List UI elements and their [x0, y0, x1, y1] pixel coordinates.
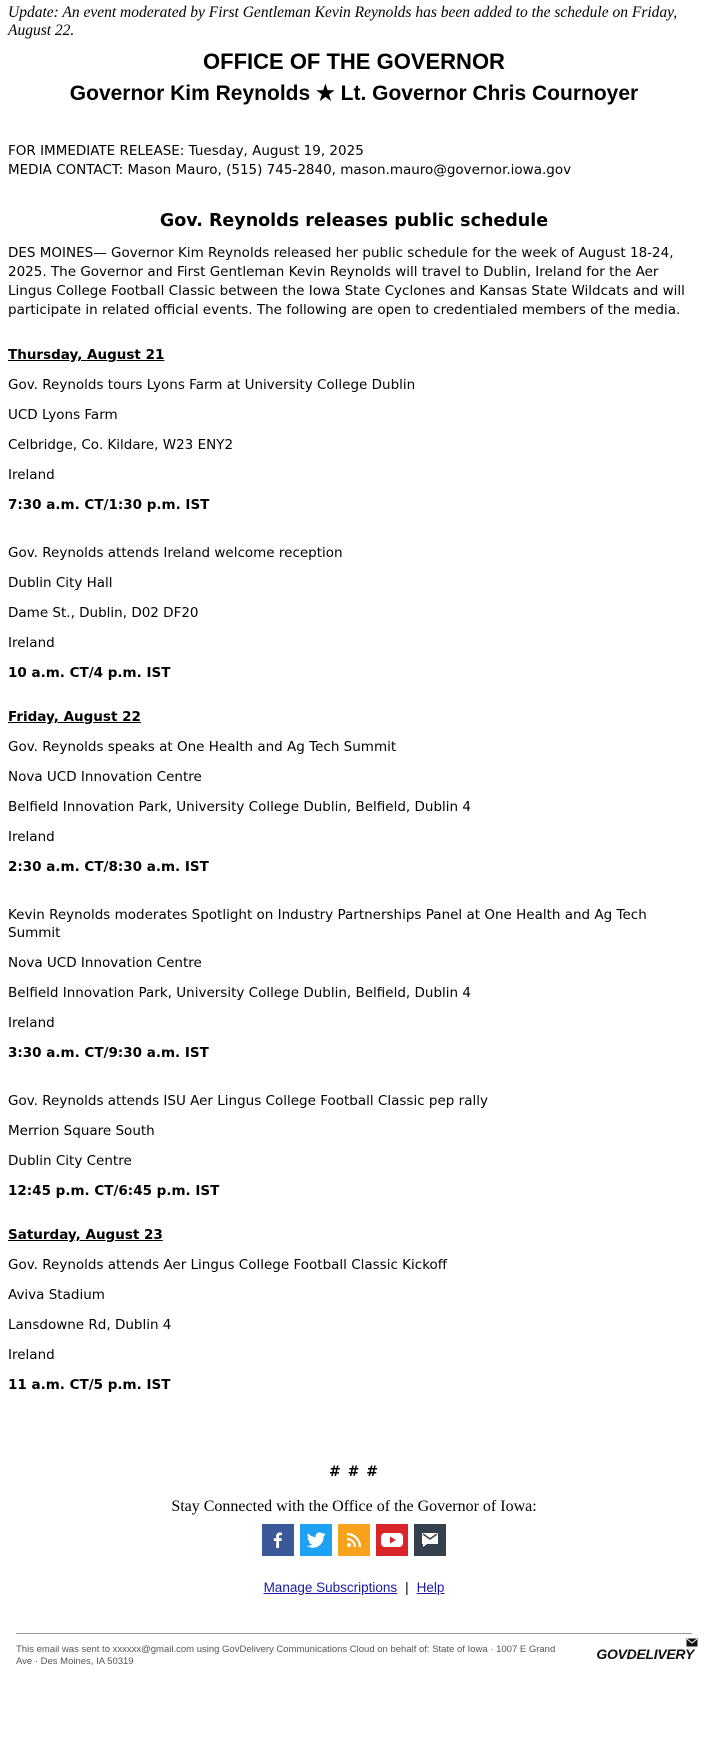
youtube-link[interactable]	[376, 1524, 408, 1556]
event-detail: Aviva Stadium	[8, 1287, 105, 1303]
footer	[8, 1644, 700, 1694]
event-detail: Dame St., Dublin, D02 DF20	[8, 605, 199, 621]
event-detail: Belfield Innovation Park, University College Dublin, Belfield, Dublin 4	[8, 799, 471, 815]
event-time: 3:30 a.m. CT/9:30 a.m. IST	[8, 1045, 209, 1061]
email-body	[8, 0, 700, 1694]
event-time: 12:45 p.m. CT/6:45 p.m. IST	[8, 1183, 220, 1199]
schedule-event	[8, 1256, 700, 1394]
footer-text: This email was sent to xxxxxx@gmail.com using GovDelivery Communications Cloud on behalf of: State of Iowa · 1007 E Grand Ave · Des Moines, IA 50319	[16, 1644, 556, 1667]
governors-line: Governor Kim Reynolds ★ Lt. Governor Chris Cournoyer	[69, 82, 639, 105]
schedule-day	[8, 346, 700, 682]
event-detail: UCD Lyons Farm	[8, 407, 118, 423]
event-detail: Lansdowne Rd, Dublin 4	[8, 1317, 172, 1333]
facebook-link[interactable]	[262, 1524, 294, 1556]
event-title: Gov. Reynolds tours Lyons Farm at University College Dublin	[8, 377, 416, 393]
twitter-link[interactable]	[300, 1524, 332, 1556]
manage-subscriptions-link[interactable]: Manage Subscriptions	[263, 1580, 398, 1595]
event-title: Kevin Reynolds moderates Spotlight on Industry Partnerships Panel at One Health and Ag Tech Summit	[8, 907, 647, 941]
rss-link[interactable]	[338, 1524, 370, 1556]
event-detail: Ireland	[8, 1347, 55, 1363]
event-time: 11 a.m. CT/5 p.m. IST	[8, 1377, 171, 1393]
email-icon	[419, 1530, 441, 1550]
release-meta	[8, 142, 700, 180]
event-detail: Nova UCD Innovation Centre	[8, 769, 202, 785]
schedule-event	[8, 1092, 700, 1200]
event-title: Gov. Reynolds attends Ireland welcome reception	[8, 545, 343, 561]
schedule-day	[8, 708, 700, 1200]
schedule-event	[8, 376, 700, 514]
event-detail: Ireland	[8, 1015, 55, 1031]
footer-divider	[16, 1633, 692, 1634]
email-link[interactable]	[414, 1524, 446, 1556]
event-detail: Ireland	[8, 829, 55, 845]
release-date: FOR IMMEDIATE RELEASE: Tuesday, August 19, 2025	[8, 143, 364, 159]
update-note: Update: An event moderated by First Gentleman Kevin Reynolds has been added to the schedule on Friday, August 22.	[8, 4, 678, 39]
event-detail: Dublin City Hall	[8, 575, 113, 591]
event-title: Gov. Reynolds speaks at One Health and Ag Tech Summit	[8, 739, 397, 755]
help-link[interactable]: Help	[416, 1580, 445, 1595]
govdelivery-logo	[596, 1646, 694, 1662]
media-contact: MEDIA CONTACT: Mason Mauro, (515) 745-2840, mason.mauro@governor.iowa.gov	[8, 162, 572, 178]
headline: Gov. Reynolds releases public schedule	[159, 211, 549, 231]
facebook-icon	[268, 1530, 288, 1550]
youtube-icon	[380, 1531, 404, 1549]
office-title: OFFICE OF THE GOVERNOR	[203, 49, 505, 74]
event-title: Gov. Reynolds attends Aer Lingus College Football Classic Kickoff	[8, 1257, 448, 1273]
rss-icon	[344, 1530, 364, 1550]
event-detail: Celbridge, Co. Kildare, W23 ENY2	[8, 437, 234, 453]
end-mark: # # #	[329, 1464, 379, 1480]
social-links	[8, 1524, 700, 1556]
schedule-day	[8, 1226, 700, 1394]
envelope-icon	[686, 1638, 698, 1648]
event-time: 2:30 a.m. CT/8:30 a.m. IST	[8, 859, 209, 875]
schedule-event	[8, 738, 700, 876]
schedule-event	[8, 906, 700, 1062]
day-title: Saturday, August 23	[8, 1227, 163, 1243]
event-detail: Merrion Square South	[8, 1123, 155, 1139]
event-time: 7:30 a.m. CT/1:30 p.m. IST	[8, 497, 210, 513]
day-title: Friday, August 22	[8, 709, 141, 725]
event-detail: Ireland	[8, 467, 55, 483]
event-detail: Nova UCD Innovation Centre	[8, 955, 202, 971]
event-title: Gov. Reynolds attends ISU Aer Lingus College Football Classic pep rally	[8, 1093, 488, 1109]
stay-connected: Stay Connected with the Office of the Governor of Iowa:	[171, 1498, 537, 1515]
event-detail: Dublin City Centre	[8, 1153, 132, 1169]
link-separator: |	[405, 1580, 409, 1595]
event-detail: Ireland	[8, 635, 55, 651]
event-detail: Belfield Innovation Park, University College Dublin, Belfield, Dublin 4	[8, 985, 471, 1001]
intro-paragraph: DES MOINES— Governor Kim Reynolds released her public schedule for the week of August 18-24, 2025. The Governor and First Gentleman Kevin Reynolds will travel to Dublin, Ireland for the Aer Lingus College Football Classic between the Iowa State Cyclones and Kansas State Wildcats and will participate in related official events. The following are open to credentialed members of the media.	[8, 245, 685, 318]
twitter-icon	[305, 1530, 327, 1550]
govdelivery-logo-text: GOVDELIVERY	[596, 1646, 694, 1662]
schedule	[8, 346, 700, 1394]
subscription-links	[8, 1580, 700, 1595]
day-title: Thursday, August 21	[8, 347, 165, 363]
schedule-event	[8, 544, 700, 682]
event-time: 10 a.m. CT/4 p.m. IST	[8, 665, 171, 681]
